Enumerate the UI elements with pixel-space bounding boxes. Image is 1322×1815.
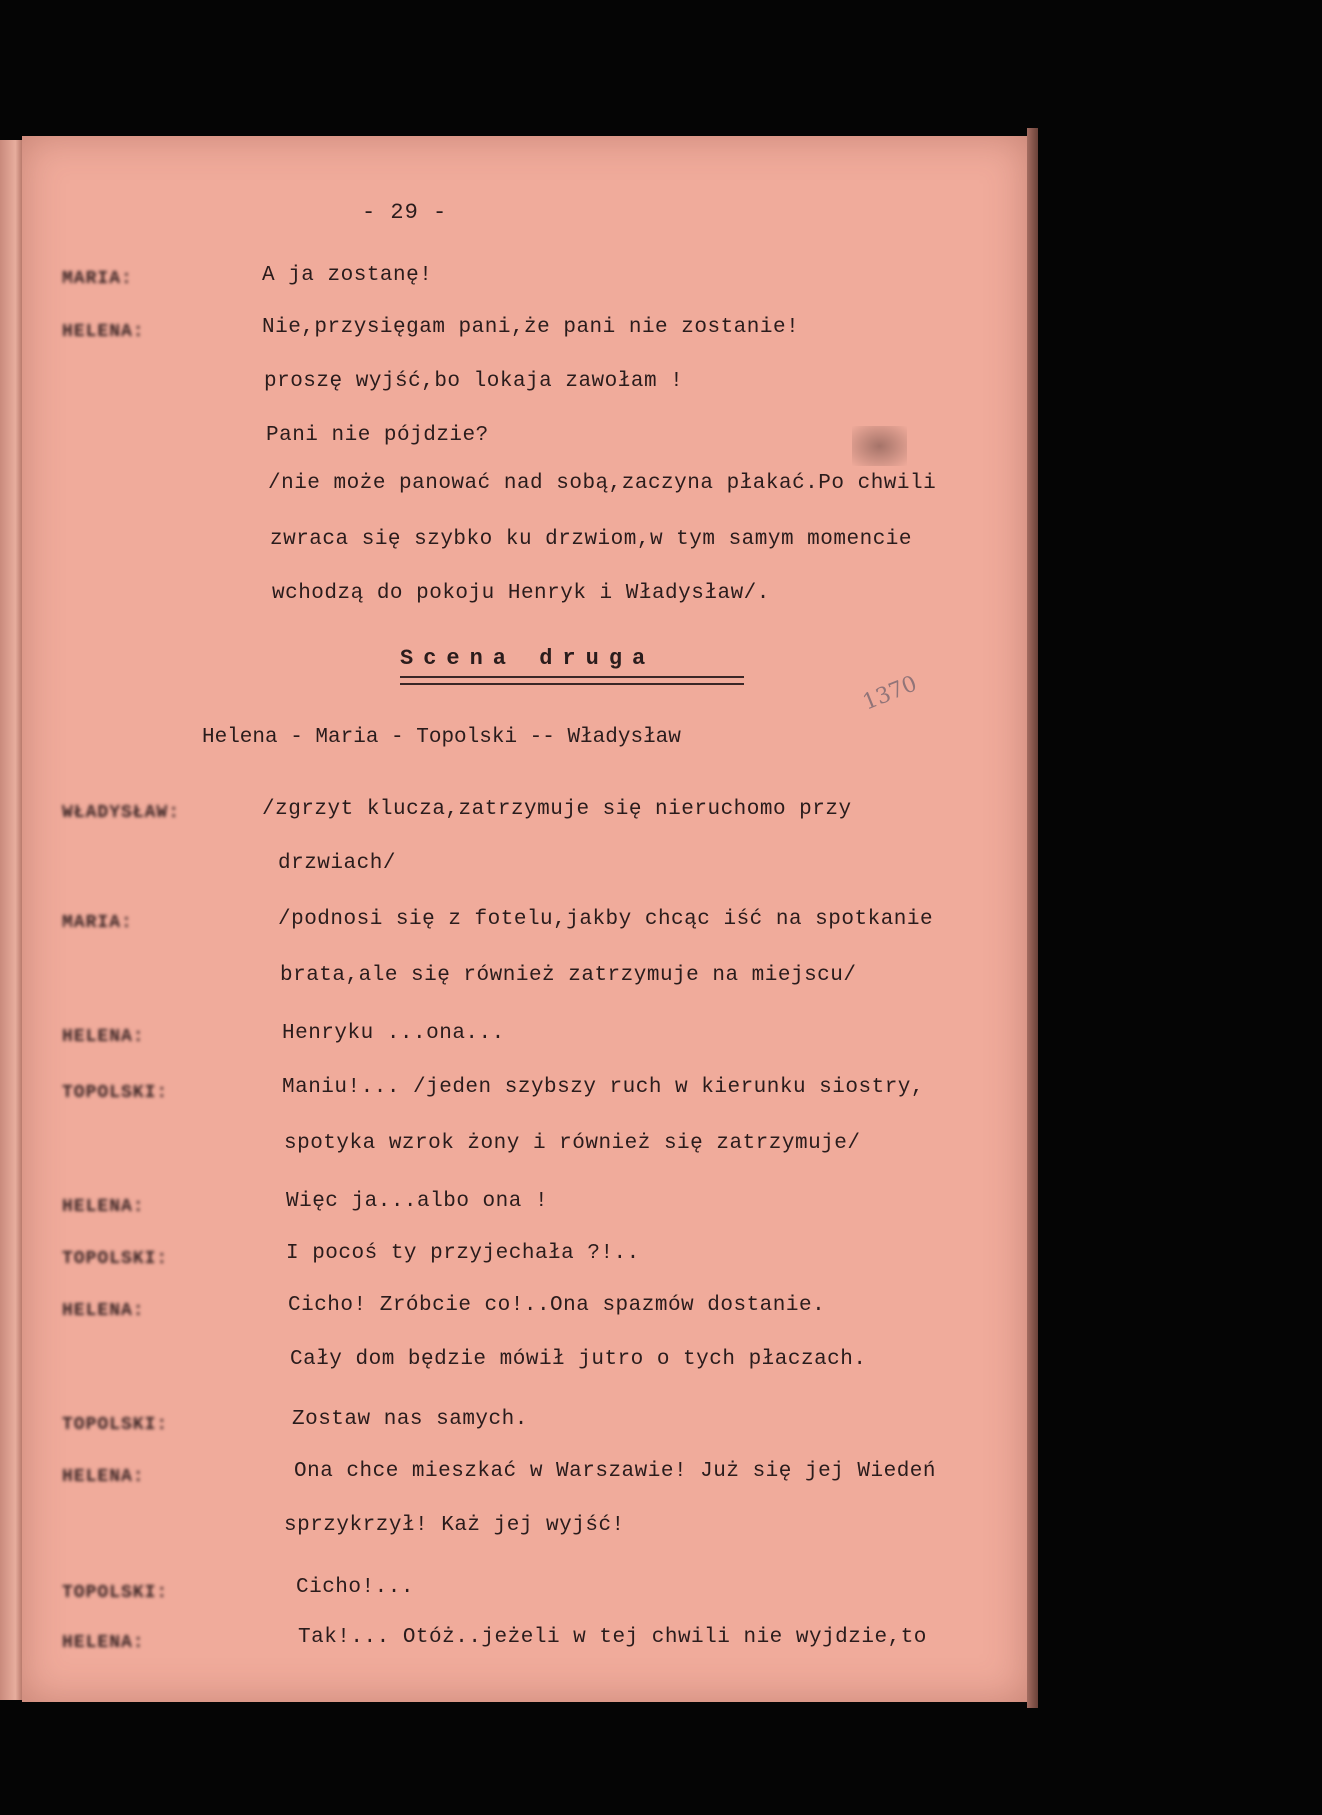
document-page — [22, 136, 1027, 1702]
stage-direction: /zgrzyt klucza,zatrzymuje się nieruchomo przy — [262, 798, 852, 821]
stage-direction: brata,ale się również zatrzymuje na miejscu/ — [280, 964, 857, 987]
speaker-label: MARIA: — [62, 269, 133, 289]
speaker-label: TOPOLSKI: — [62, 1249, 169, 1269]
speaker-label: HELENA: — [62, 322, 145, 342]
dialogue-line: Więc ja...albo ona ! — [286, 1190, 549, 1213]
speaker-label: HELENA: — [62, 1301, 145, 1321]
speaker-label: TOPOLSKI: — [62, 1583, 169, 1603]
pencil-annotation: 1370 — [859, 671, 921, 716]
scene-title-underline — [400, 676, 744, 685]
dialogue-line: sprzykrzył! Każ jej wyjść! — [284, 1514, 625, 1537]
dialogue-line: Tak!... Otóż..jeżeli w tej chwili nie wyjdzie,to — [298, 1626, 927, 1649]
page-number: - 29 - — [362, 200, 448, 225]
book-spine-edge — [1027, 128, 1038, 1708]
speaker-label: HELENA: — [62, 1633, 145, 1653]
speaker-label: WŁADYSŁAW: — [62, 803, 181, 823]
dialogue-line: Cicho!... — [296, 1576, 414, 1599]
dialogue-line: Pani nie pójdzie? — [266, 424, 489, 447]
dialogue-line: Cały dom będzie mówił jutro o tych płaczach. — [290, 1348, 867, 1371]
stage-direction: /podnosi się z fotelu,jakby chcąc iść na spotkanie — [278, 908, 934, 931]
speaker-label: HELENA: — [62, 1197, 145, 1217]
dialogue-line: Cicho! Zróbcie co!..Ona spazmów dostanie. — [288, 1294, 826, 1317]
stage-direction: drzwiach/ — [278, 852, 396, 875]
speaker-label: TOPOLSKI: — [62, 1415, 169, 1435]
dialogue-line: Henryku ...ona... — [282, 1022, 505, 1045]
scene-title: Scena druga — [400, 646, 656, 671]
dialogue-line: I pocoś ty przyjechała ?!.. — [286, 1242, 640, 1265]
dialogue-line: Ona chce mieszkać w Warszawie! Już się jej Wiedeń — [294, 1460, 937, 1483]
ink-smudge — [852, 426, 907, 466]
dialogue-line: Zostaw nas samych. — [292, 1408, 528, 1431]
speaker-label: HELENA: — [62, 1467, 145, 1487]
dialogue-line: proszę wyjść,bo lokaja zawołam ! — [264, 370, 684, 393]
speaker-label: TOPOLSKI: — [62, 1083, 169, 1103]
previous-page-edge — [0, 140, 22, 1700]
dialogue-line: Nie,przysięgam pani,że pani nie zostanie! — [262, 316, 800, 339]
stage-direction: spotyka wzrok żony i również się zatrzymuje/ — [284, 1132, 861, 1155]
stage-direction: zwraca się szybko ku drzwiom,w tym samym momencie — [270, 528, 913, 551]
stage-direction: /nie może panować nad sobą,zaczyna płakać.Po chwili — [268, 472, 937, 495]
cast-list: Helena - Maria - Topolski -- Władysław — [202, 726, 681, 749]
dialogue-line: Maniu!... /jeden szybszy ruch w kierunku siostry, — [282, 1076, 925, 1099]
dialogue-line: A ja zostanę! — [262, 264, 433, 287]
speaker-label: MARIA: — [62, 913, 133, 933]
stage-direction: wchodzą do pokoju Henryk i Władysław/. — [272, 582, 770, 605]
speaker-label: HELENA: — [62, 1027, 145, 1047]
